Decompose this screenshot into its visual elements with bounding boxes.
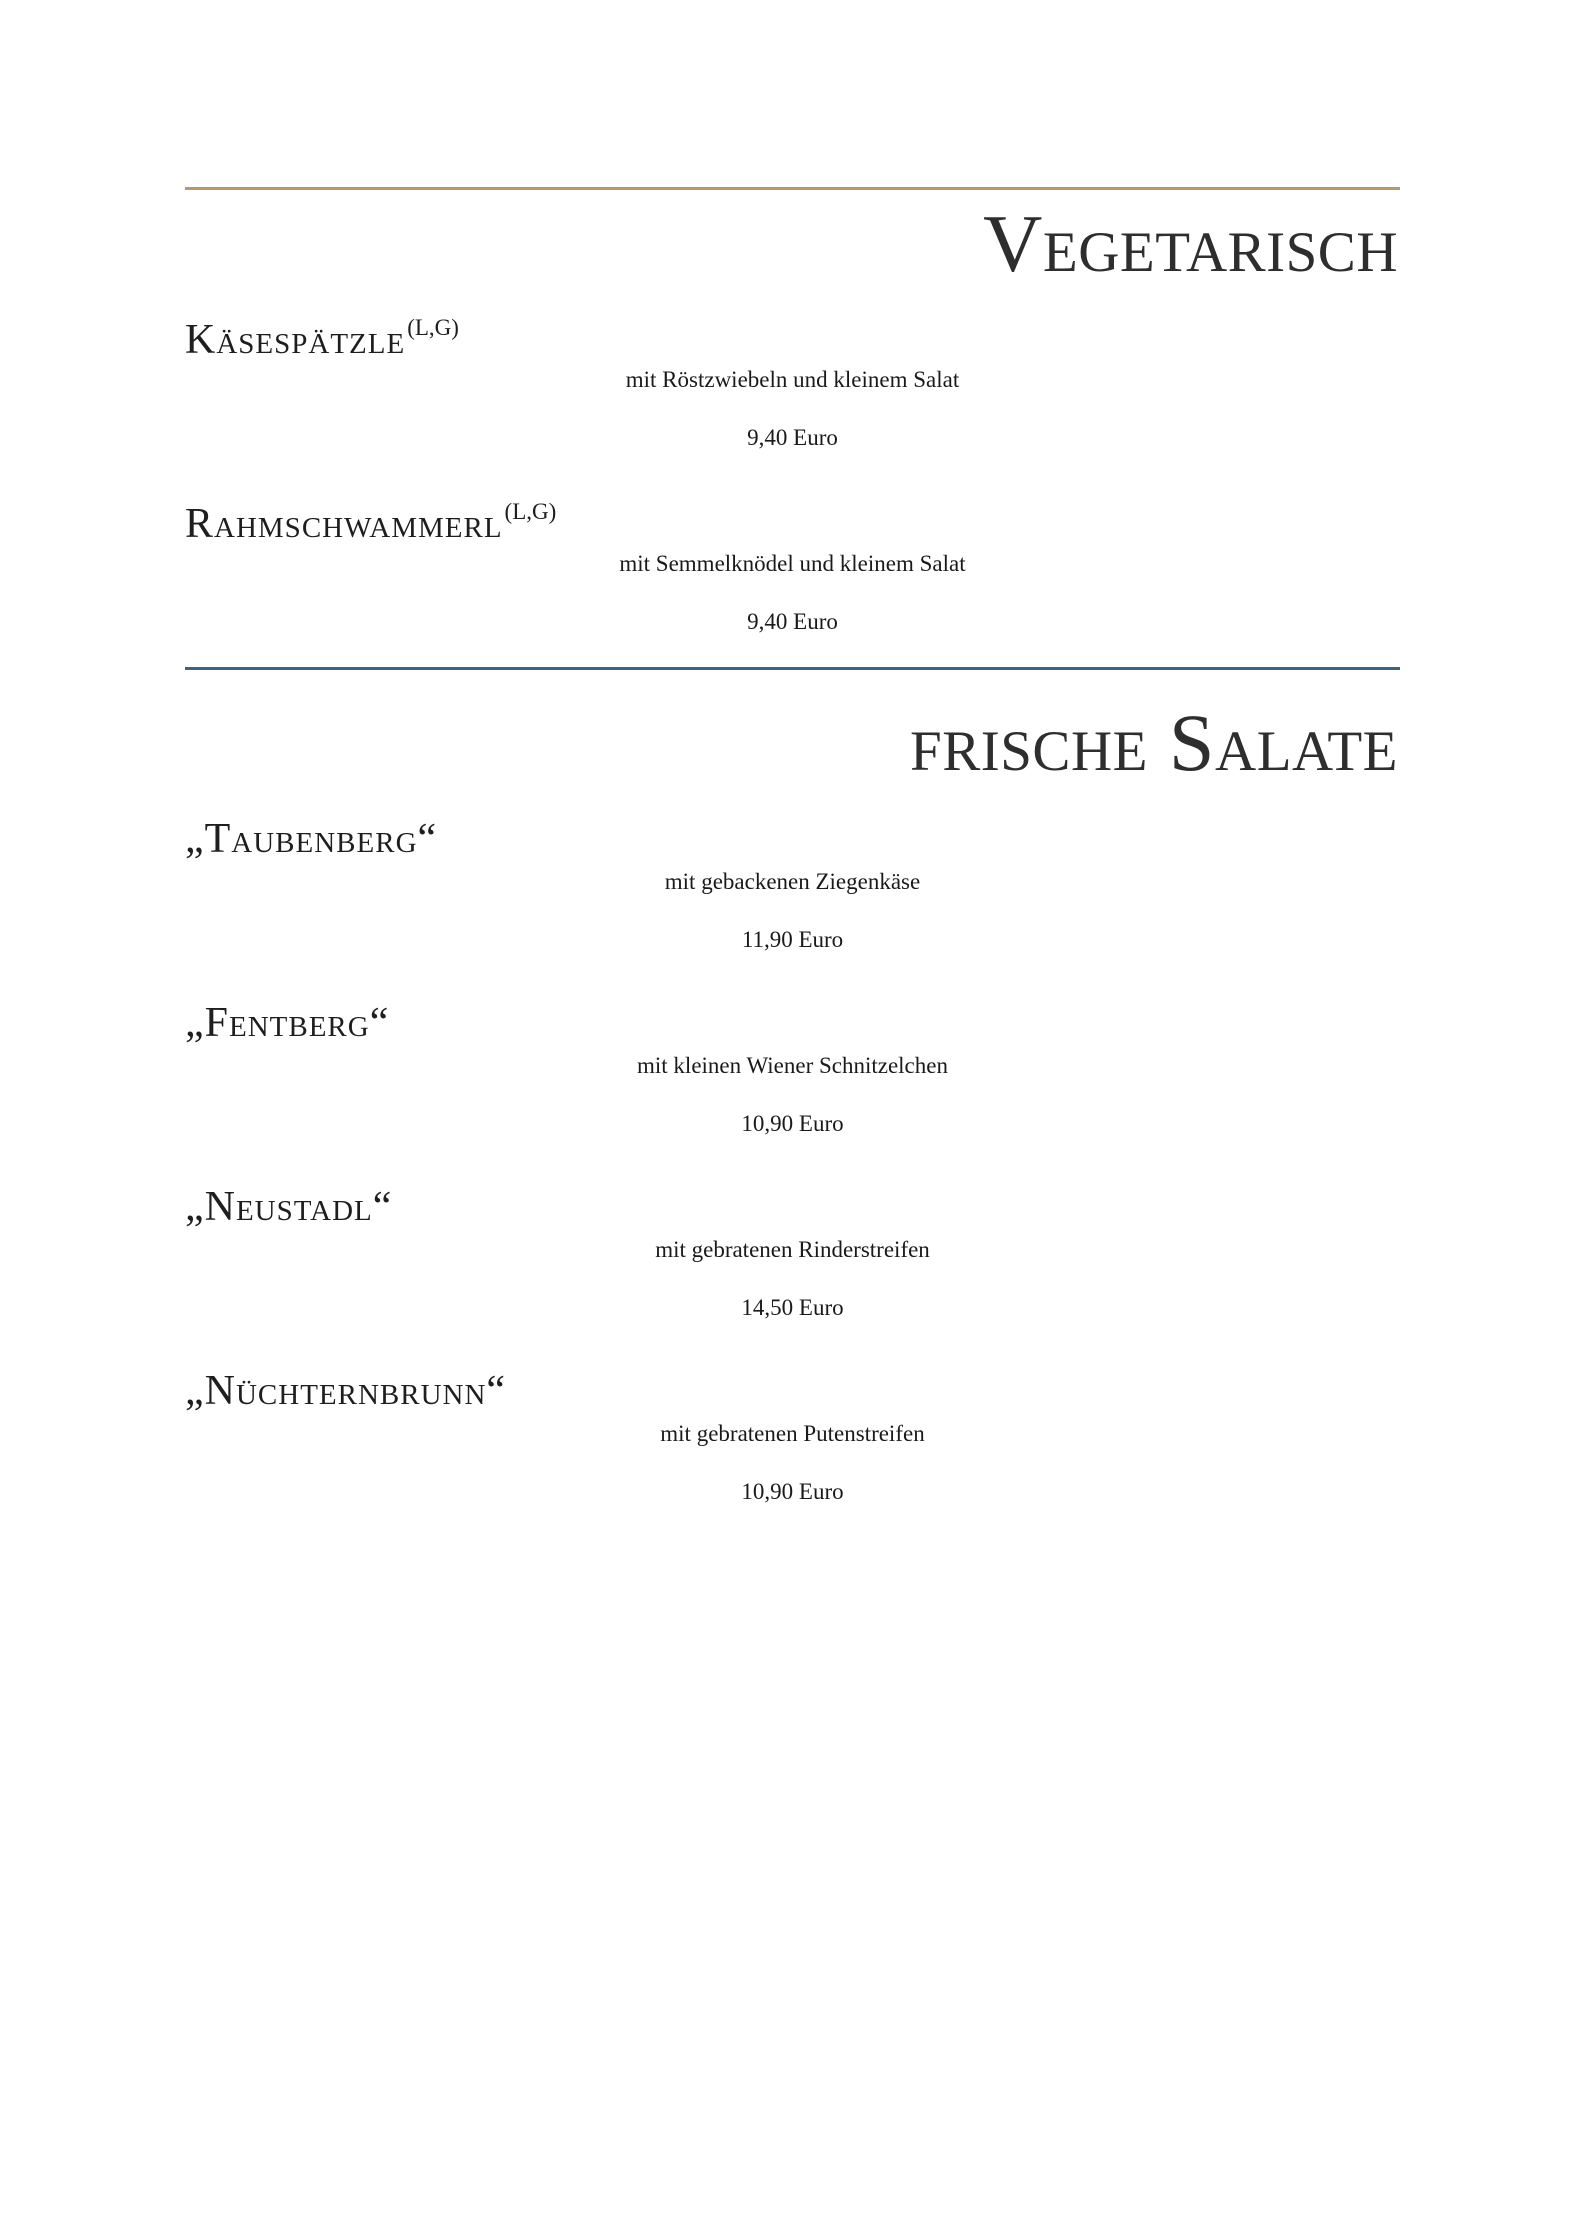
menu-item-taubenberg — [185, 816, 1400, 952]
menu-item-kaesespaetzle — [185, 315, 1400, 450]
item-name — [185, 500, 1400, 545]
item-name-text: Käsespätzle — [185, 317, 406, 363]
section-title-vegetarisch: Vegetarisch — [983, 198, 1398, 289]
item-name — [185, 316, 1400, 361]
menu-item-nuechternbrunn — [185, 1368, 1400, 1504]
section-divider-blue — [185, 667, 1400, 670]
item-name: „Nüchternbrunn“ — [185, 1368, 507, 1414]
item-description: mit Röstzwiebeln und kleinem Salat — [625, 367, 960, 392]
allergen-codes: (L,G) — [407, 315, 459, 340]
menu-item-rahmschwammerl — [185, 499, 1400, 634]
item-price: 9,40 Euro — [747, 425, 838, 450]
item-price: 11,90 Euro — [741, 927, 844, 952]
item-description: mit gebratenen Putenstreifen — [660, 1421, 925, 1446]
item-description: mit kleinen Wiener Schnitzelchen — [637, 1053, 948, 1078]
section-divider-gold — [185, 187, 1400, 190]
item-price: 10,90 Euro — [741, 1111, 844, 1136]
item-price: 14,50 Euro — [741, 1295, 844, 1320]
menu-item-neustadl — [185, 1184, 1400, 1320]
item-name: „Taubenberg“ — [185, 816, 438, 862]
item-name: „Neustadl“ — [185, 1184, 393, 1230]
item-price: 10,90 Euro — [741, 1479, 844, 1504]
item-price: 9,40 Euro — [747, 609, 838, 634]
item-name-text: Rahmschwammerl — [185, 501, 503, 547]
item-description: mit gebratenen Rinderstreifen — [655, 1237, 930, 1262]
item-description: mit gebackenen Ziegenkäse — [664, 869, 921, 894]
menu-item-fentberg — [185, 1000, 1400, 1136]
section-title-frische-salate: frische Salate — [910, 697, 1398, 788]
item-description: mit Semmelknödel und kleinem Salat — [619, 551, 966, 576]
allergen-codes: (L,G) — [504, 499, 557, 524]
item-name: „Fentberg“ — [185, 1000, 390, 1046]
